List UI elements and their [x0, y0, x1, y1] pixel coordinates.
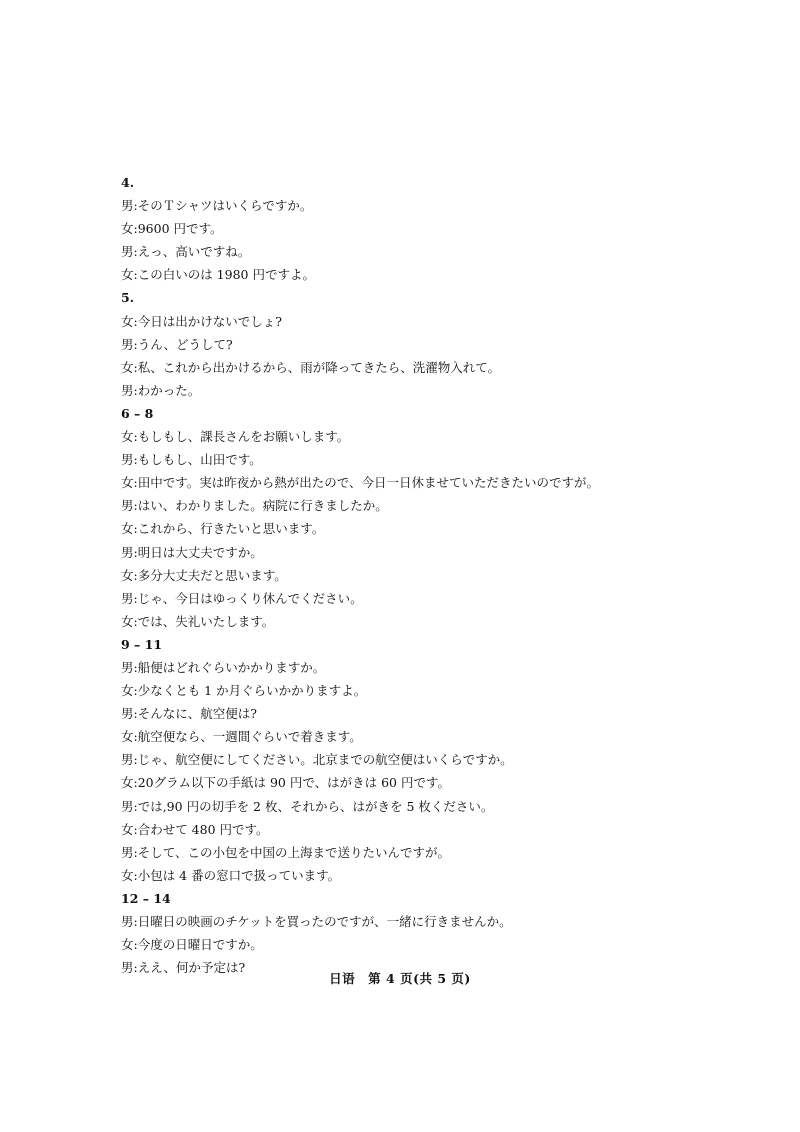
dialogue-line: 男:はい、わかりました。病院に行きましたか。: [121, 498, 388, 514]
dialogue-line: 女:少なくとも 1 か月ぐらいかかりますよ。: [121, 683, 367, 699]
question-number-heading: 12 – 14: [121, 890, 171, 906]
dialogue-line: 男:じゃ、航空便にしてください。北京までの航空便はいくらですか。: [121, 752, 513, 768]
dialogue-line: 女:私、これから出かけるから、雨が降ってきたら、洗濯物入れて。: [121, 359, 500, 375]
dialogue-line: 男:そのＴシャツはいくらですか。: [121, 198, 313, 214]
dialogue-line: 女:田中です。実は昨夜から熱が出たので、今日一日休ませていただきたいのですが。: [121, 475, 599, 491]
dialogue-line: 女:では、失礼いたします。: [121, 613, 275, 629]
dialogue-line: 男:もしもし、山田です。: [121, 452, 262, 468]
dialogue-line: 男:うん、どうして?: [121, 336, 233, 352]
dialogue-line: 男:では,90 円の切手を 2 枚、それから、はがきを 5 枚ください。: [121, 798, 494, 814]
dialogue-line: 女:航空便なら、一週間ぐらいで着きます。: [121, 729, 362, 745]
dialogue-line: 女:この白いのは 1980 円ですよ。: [121, 267, 315, 283]
dialogue-line: 女:今日は出かけないでしょ?: [121, 313, 282, 329]
dialogue-line: 男:わかった。: [121, 382, 201, 398]
dialogue-line: 女:今度の日曜日ですか。: [121, 937, 263, 953]
dialogue-line: 女:合わせて 480 円です。: [121, 821, 269, 837]
dialogue-line: 男:じゃ、今日はゆっくり休んでください。: [121, 590, 363, 606]
dialogue-line: 男:明日は大丈夫ですか。: [121, 544, 263, 560]
question-number-heading: 4.: [121, 175, 135, 190]
question-number-heading: 6 – 8: [121, 405, 154, 421]
dialogue-line: 女:9600 円です。: [121, 221, 223, 237]
dialogue-line: 女:20グラム以下の手紙は 90 円で、はがきは 60 円です。: [121, 775, 450, 791]
dialogue-line: 男:えっ、高いですね。: [121, 244, 251, 260]
question-number-heading: 5.: [121, 290, 135, 306]
transcript-body: [121, 171, 741, 979]
dialogue-line: 男:日曜日の映画のチケットを買ったのですが、一緒に行きませんか。: [121, 914, 512, 929]
dialogue-line: 男:船便はどれぐらいかかりますか。: [121, 659, 326, 675]
dialogue-line: 女:多分大丈夫だと思います。: [121, 567, 287, 583]
page-footer: 日语 第 4 页(共 5 页): [329, 971, 471, 986]
dialogue-line: 男:そして、この小包を中国の上海まで送りたいんですが。: [121, 844, 450, 860]
dialogue-line: 女:もしもし、課長さんをお願いします。: [121, 429, 350, 445]
dialogue-line: 女:これから、行きたいと思います。: [121, 521, 325, 537]
dialogue-line: 男:そんなに、航空便は?: [121, 706, 257, 722]
dialogue-line: 女:小包は 4 番の窓口で扱っています。: [121, 867, 341, 883]
question-number-heading: 9 – 11: [121, 636, 163, 652]
dialogue-line: 男:ええ、何か予定は?: [121, 960, 246, 976]
